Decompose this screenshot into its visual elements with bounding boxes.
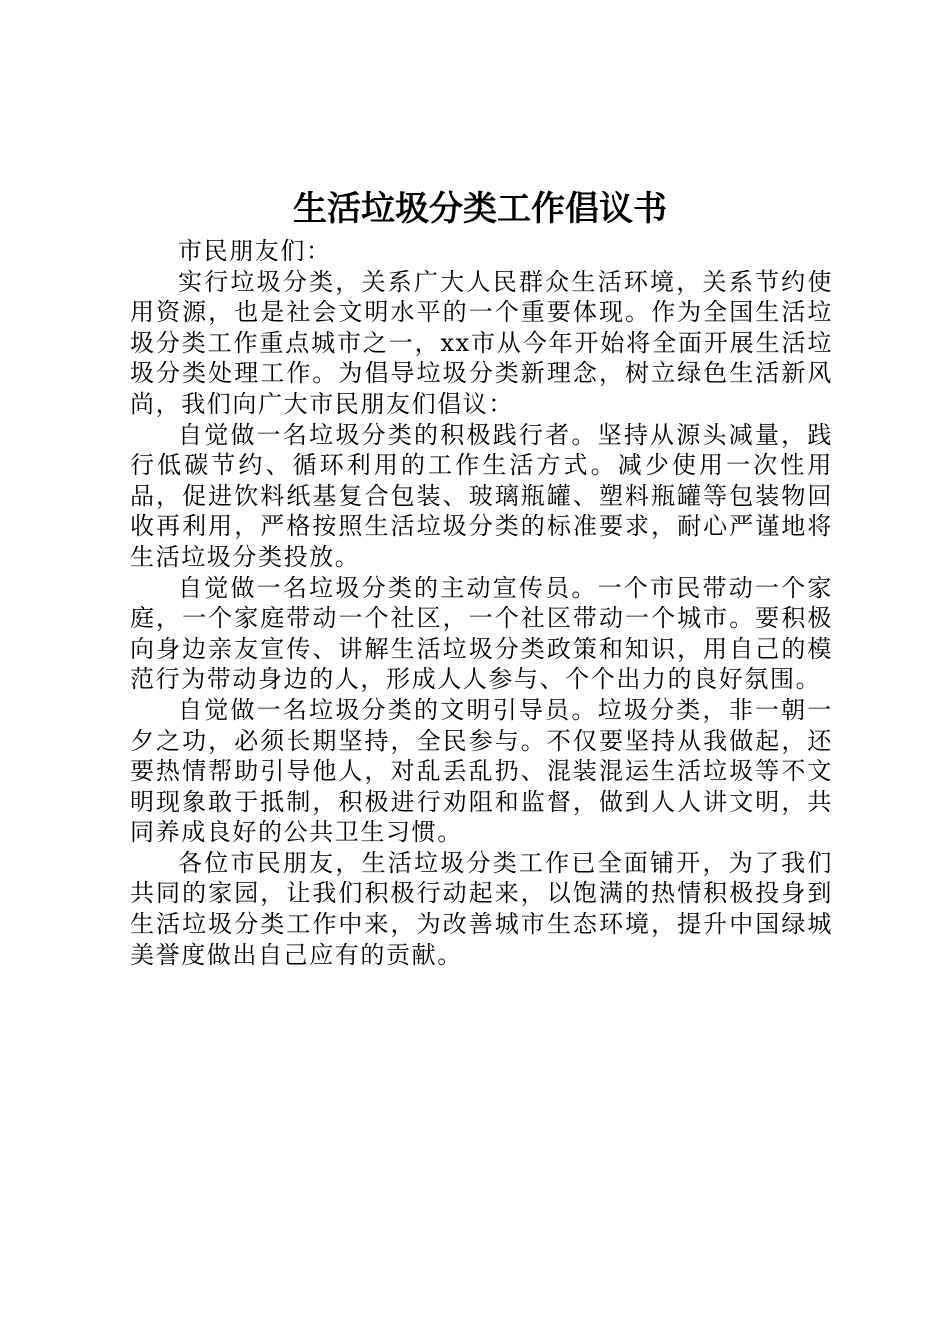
salutation: 市民朋友们： <box>178 237 332 265</box>
paragraph-closing: 各位市民朋友，生活垃圾分类工作已全面铺开，为了我们共同的家园，让我们积极行动起来，以饱满的热情积极投身到生活垃圾分类工作中来，为改善城市生态环境，提升中国绿城美誉度做出自己应有的贡献。 <box>130 848 833 969</box>
document-title: 生活垃圾分类工作倡议书 <box>293 189 667 229</box>
paragraph-intro: 实行垃圾分类，关系广大人民群众生活环境，关系节约使用资源，也是社会文明水平的一个重要体现。作为全国生活垃圾分类工作重点城市之一，xx市从今年开始将全面开展生活垃圾分类处理工作。为倡导垃圾分类新理念，树立绿色生活新风尚，我们向广大市民朋友们倡议： <box>130 267 833 418</box>
paragraph-promoter: 自觉做一名垃圾分类的主动宣传员。一个市民带动一个家庭，一个家庭带动一个社区，一个社区带动一个城市。要积极向身边亲友宣传、讲解生活垃圾分类政策和知识，用自己的模范行为带动身边的人，形成人人参与、个个出力的良好氛围。 <box>130 573 833 694</box>
document-body <box>130 236 833 970</box>
paragraph-practitioner: 自觉做一名垃圾分类的积极践行者。坚持从源头减量，践行低碳节约、循环利用的工作生活方式。减少使用一次性用品，促进饮料纸基复合包装、玻璃瓶罐、塑料瓶罐等包装物回收再利用，严格按照生活垃圾分类的标准要求，耐心严谨地将生活垃圾分类投放。 <box>130 420 833 571</box>
paragraph-guide: 自觉做一名垃圾分类的文明引导员。垃圾分类，非一朝一夕之功，必须长期坚持，全民参与。不仅要坚持从我做起，还要热情帮助引导他人，对乱丢乱扔、混装混运生活垃圾等不文明现象敢于抵制，积极进行劝阻和监督，做到人人讲文明，共同养成良好的公共卫生习惯。 <box>130 695 833 847</box>
